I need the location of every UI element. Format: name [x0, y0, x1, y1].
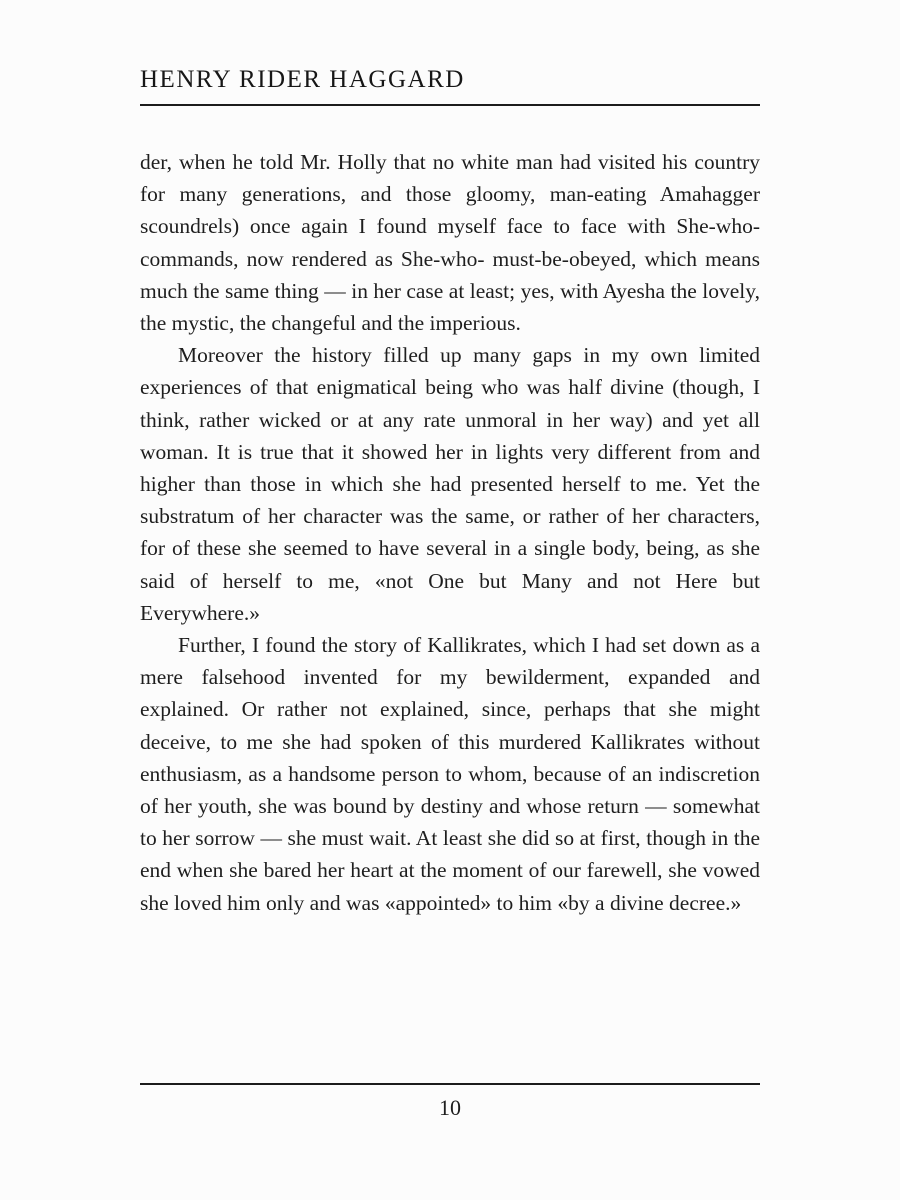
paragraph: Further, I found the story of Kallikrates, which I had set down as a mere falsehood invented for my bewilderment, expanded and explained. Or rather not explained, since, perhaps that she might deceive, to me she had spoken of this murdered Kallikrates without enthusiasm, as a handsome person to whom, because of an indiscretion of her youth, she was bound by destiny and whose return — somewhat to her sorrow — she must wait. At least she did so at first, though in the end when she bared her heart at the moment of our farewell, she vowed she loved him only and was «appointed» to him «by a divine decree.»: [140, 633, 760, 915]
footer-rule: [140, 1083, 760, 1085]
content-column: [140, 0, 760, 919]
header-rule: [140, 104, 760, 106]
running-header-author: HENRY RIDER HAGGARD: [140, 66, 465, 93]
body-text: [140, 146, 760, 919]
paragraph: der, when he told Mr. Holly that no white man had visited his country for many generations, and those gloomy, man-eating Amahagger scoundrels) once again I found myself face to face with She-who-commands, now rendered as She-who- must-be-obeyed, which means much the same thing — in her case at least; yes, with Ayesha the lovely, the mystic, the changeful and the imperious.: [140, 150, 760, 336]
paragraph: Moreover the history filled up many gaps in my own limited experiences of that enigmatical being who was half divine (though, I think, rather wicked or at any rate unmoral in her way) and yet all woman. It is true that it showed her in lights very different from and higher than those in which she had presented herself to me. Yet the substratum of her character was the same, or rather of her characters, for of these she seemed to have several in a single body, being, as she said of herself to me, «not One but Many and not Here but Everywhere.»: [140, 343, 760, 625]
page-footer: [140, 1083, 760, 1121]
page-number: 10: [439, 1095, 461, 1120]
